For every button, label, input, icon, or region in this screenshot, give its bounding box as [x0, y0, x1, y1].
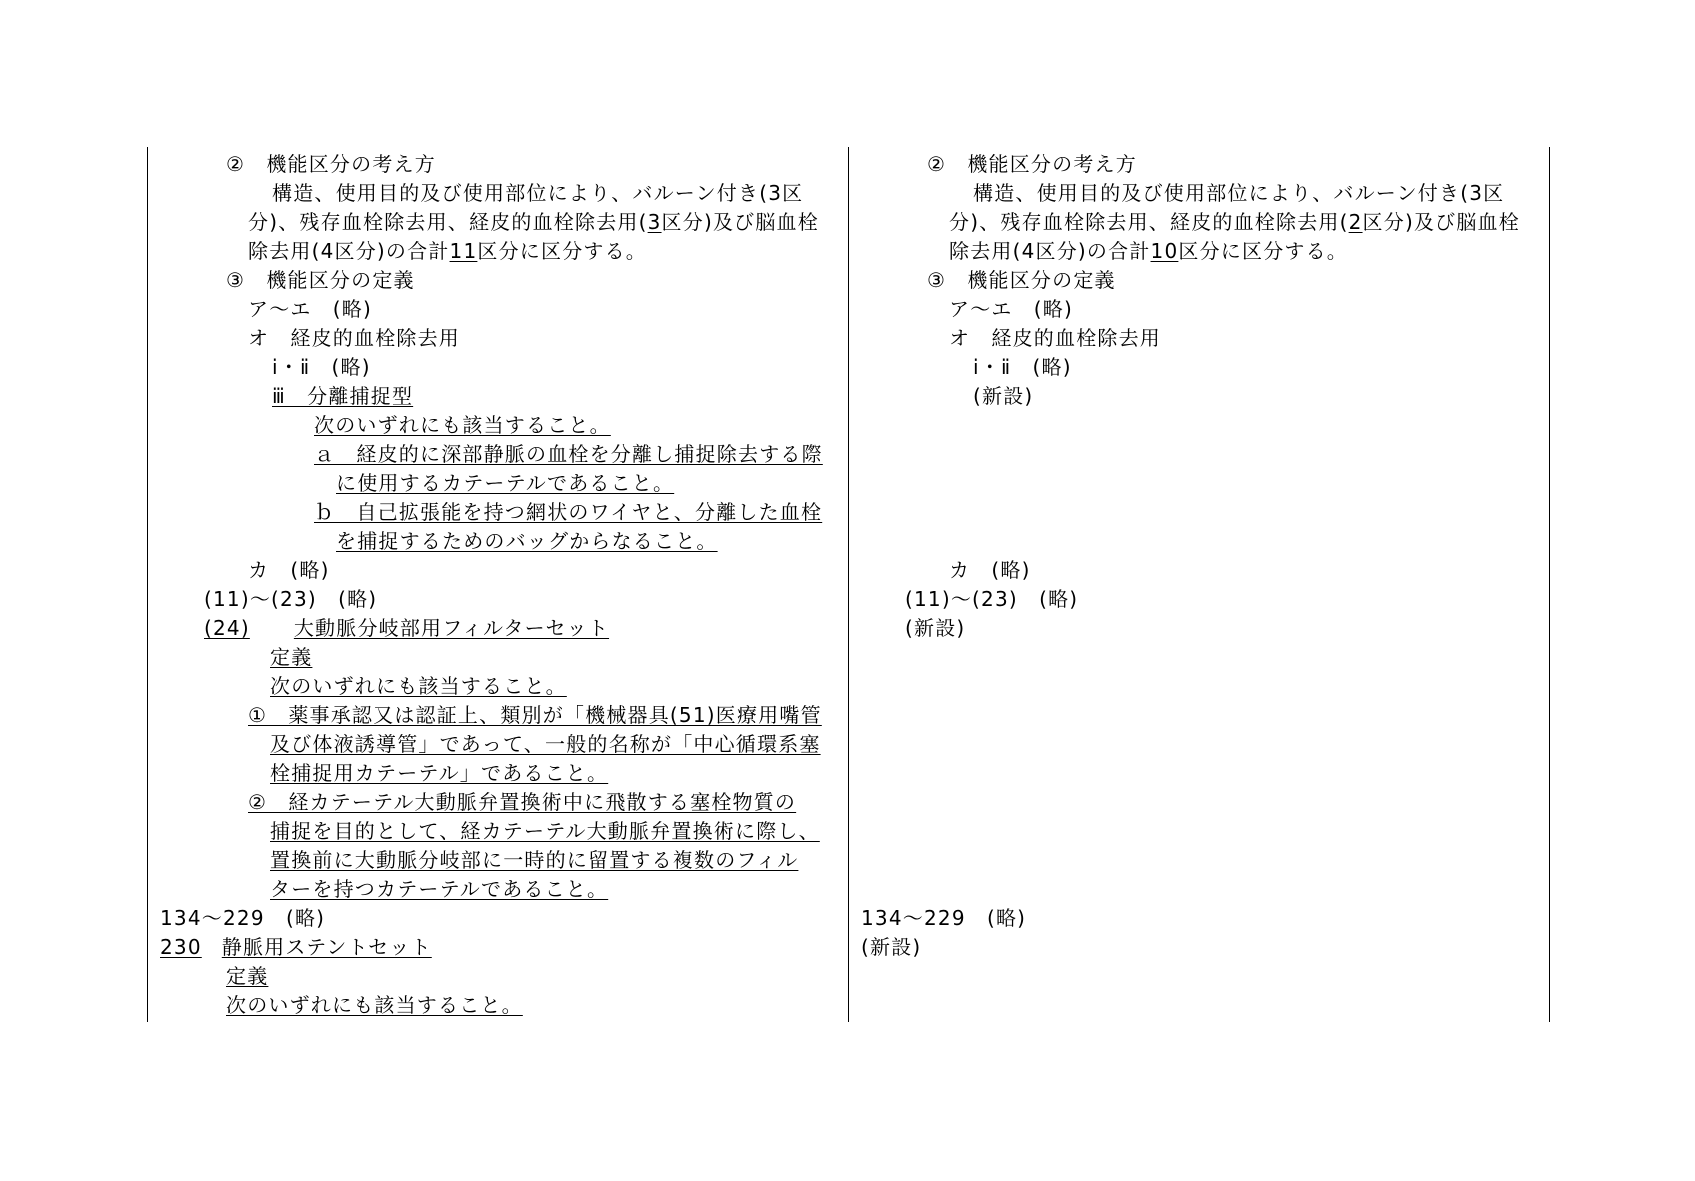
right-l8: ⅰ・ⅱ (略): [973, 355, 1072, 379]
right-l16: (11)～(23) (略): [905, 587, 1079, 611]
left-l24: 捕捉を目的として、経カテーテル大動脈弁置換術に際し、: [270, 819, 820, 843]
right-l4: [949, 237, 1348, 266]
left-l28a: 230: [160, 935, 202, 959]
left-l3: [248, 208, 819, 237]
left-l15: カ (略): [248, 558, 330, 582]
right-l6: ア～エ (略): [949, 297, 1074, 321]
right-l3: [949, 208, 1520, 237]
left-l1: ② 機能区分の考え方: [226, 152, 436, 176]
right-l9: (新設): [973, 384, 1034, 408]
right-l15: カ (略): [949, 558, 1031, 582]
right-l3a: 分)、残存血栓除去用、経皮的血栓除去用(: [949, 210, 1349, 234]
left-l28b: 静脈用ステントセット: [221, 935, 432, 959]
left-l17: [204, 614, 609, 643]
left-l27: 134～229 (略): [160, 906, 326, 930]
left-l17b: 大動脈分岐部用フィルターセット: [293, 616, 610, 640]
left-l12: に使用するカテーテルであること。: [336, 471, 675, 495]
left-l25: 置換前に大動脈分岐部に一時的に留置する複数のフィル: [270, 848, 799, 872]
left-l3a: 分)、残存血栓除去用、経皮的血栓除去用(: [248, 210, 648, 234]
left-l4c: 区分に区分する。: [477, 239, 647, 263]
left-l14: を捕捉するためのバッグからなること。: [336, 529, 718, 553]
center-divider-line: [848, 147, 849, 1022]
left-l30: 次のいずれにも該当すること。: [226, 993, 523, 1017]
left-l5: ③ 機能区分の定義: [226, 268, 415, 292]
left-l2: 構造、使用目的及び使用部位により、バルーン付き(3区: [272, 181, 804, 205]
left-l21: 及び体液誘導管」であって、一般的名称が「中心循環系塞: [270, 732, 821, 756]
right-l4a: 除去用(4区分)の合計: [949, 239, 1151, 263]
left-l16: (11)～(23) (略): [204, 587, 378, 611]
left-l29: 定義: [226, 964, 269, 988]
left-l17a: (24): [204, 616, 250, 640]
left-l3c: 区分)及び脳血栓: [661, 210, 819, 234]
left-l22: 栓捕捉用カテーテル」であること。: [270, 761, 609, 785]
right-l2: 構造、使用目的及び使用部位により、バルーン付き(3区: [973, 181, 1505, 205]
right-l1: ② 機能区分の考え方: [927, 152, 1137, 176]
left-l13: ｂ 自己拡張能を持つ網状のワイヤと、分離した血栓: [314, 500, 823, 524]
left-border-line: [147, 147, 148, 1022]
left-l9: ⅲ 分離捕捉型: [272, 384, 414, 408]
left-l4: [248, 237, 647, 266]
right-l17: (新設): [905, 616, 966, 640]
left-l20: ① 薬事承認又は認証上、類別が「機械器具(51)医療用嘴管: [248, 703, 822, 727]
left-l4a: 除去用(4区分)の合計: [248, 239, 450, 263]
left-l28: [160, 933, 432, 962]
left-l23: ② 経カテーテル大動脈弁置換術中に飛散する塞栓物質の: [248, 790, 797, 814]
right-l28: (新設): [861, 935, 922, 959]
right-l5: ③ 機能区分の定義: [927, 268, 1116, 292]
left-l11: ａ 経皮的に深部静脈の血栓を分離し捕捉除去する際: [314, 442, 823, 466]
left-l19: 次のいずれにも該当すること。: [270, 674, 567, 698]
left-l7: オ 経皮的血栓除去用: [248, 326, 460, 350]
right-l3c: 区分)及び脳血栓: [1362, 210, 1520, 234]
left-l26: ターを持つカテーテルであること。: [270, 877, 609, 901]
left-l4b: 11: [449, 239, 478, 263]
left-l8: ⅰ・ⅱ (略): [272, 355, 371, 379]
right-border-line: [1549, 147, 1550, 1022]
right-l7: オ 経皮的血栓除去用: [949, 326, 1161, 350]
left-l18: 定義: [270, 645, 313, 669]
right-l3b: 2: [1348, 210, 1363, 234]
right-l4c: 区分に区分する。: [1178, 239, 1348, 263]
left-l3b: 3: [647, 210, 662, 234]
right-l27: 134～229 (略): [861, 906, 1027, 930]
left-l10: 次のいずれにも該当すること。: [314, 413, 611, 437]
left-l6: ア～エ (略): [248, 297, 373, 321]
right-l4b: 10: [1150, 239, 1179, 263]
